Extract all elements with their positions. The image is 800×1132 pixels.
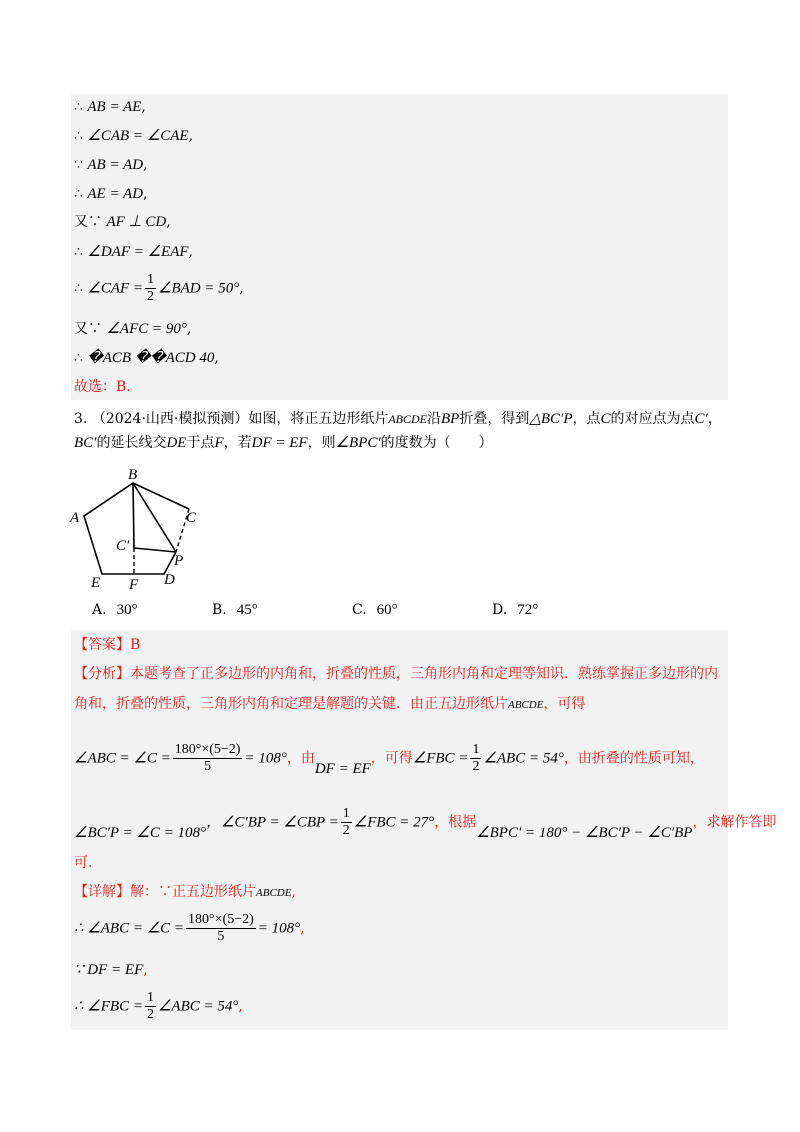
label-f: F <box>129 577 139 593</box>
fraction: $\frac{180^\circ\times(5-2)}{5}$ <box>174 742 241 774</box>
analysis-line-5: 可． <box>74 855 102 871</box>
fraction: $\frac{1}{2}$ <box>146 990 154 1022</box>
step-line: ∴ ∠CAF = $\frac{1}{2}$ ∠BAD = 50°, <box>74 272 244 304</box>
label-c-prime: C′ <box>116 538 130 554</box>
step-line: ∴ ∠DAF = ∠EAF, <box>74 244 193 260</box>
step-line: 又∵ AF ⊥ CD, <box>74 214 171 230</box>
step-line: ∴ AB = AE, <box>74 99 146 115</box>
analysis-line-1: 【分析】本题考查了正多边形的内角和，折叠的性质，三角形内角和定理等知识．熟练掌握正多边形的内 <box>74 666 718 682</box>
step-line: ∵ AB = AD, <box>74 157 148 173</box>
label-c: C <box>186 510 197 526</box>
question-text: 3. （2024·山西·模拟预测）如图，将正五边形纸片ABCDE沿BP折叠，得到△BC′P，点C的对应点为点C′，BC′的延长线交DE于点F，若DF = EF，则∠BPC′的度数为（ ） <box>74 411 722 451</box>
fraction: $\frac{180^\circ\times(5-2)}{5}$ <box>188 912 254 944</box>
fraction: $\frac{1}{2}$ <box>472 742 480 774</box>
detail-intro: 【详解】解：∵正五边形纸片ABCDE, <box>74 884 296 900</box>
fraction: $\frac{1}{2}$ <box>342 806 350 838</box>
option-d[interactable]: D. 72° <box>492 602 539 618</box>
step-line: ∴ ∠CAB = ∠CAE, <box>74 128 194 144</box>
choice-result: 故选：B. <box>74 379 131 395</box>
option-a[interactable]: A. 30° <box>92 602 138 618</box>
label-a: A <box>70 510 80 526</box>
segment-c-prime-p <box>134 548 176 552</box>
detail-line-4: ∴ ∠FBC = $\frac{1}{2}$ ∠ABC = 54°, <box>74 990 243 1022</box>
pentagon-figure <box>66 466 216 594</box>
option-b[interactable]: B. 45° <box>212 602 258 618</box>
segment-bc-prime <box>133 483 134 548</box>
step-line: ∴ AE = AD, <box>74 186 148 202</box>
analysis-line-2: 角和，折叠的性质，三角形内角和定理是解题的关键．由正五边形纸片ABCDE，可得 <box>74 696 586 712</box>
step-line: ∴ �ACB ��ACD 40, <box>74 350 219 366</box>
fraction: $\frac{1}{2}$ <box>147 272 155 304</box>
answer-line: 【答案】B <box>74 637 141 653</box>
label-b: B <box>128 467 138 483</box>
label-e: E <box>91 575 101 591</box>
label-p: P <box>174 553 184 569</box>
detail-line-2: ∴ ∠ABC = ∠C = $\frac{180^\circ\times(5-2)}{5}$ = 108°, <box>74 912 305 944</box>
label-d: D <box>164 572 175 588</box>
detail-line-3: ∵ DF = EF, <box>74 962 148 978</box>
step-line: 又∵ ∠AFC = 90°, <box>74 321 192 337</box>
option-c[interactable]: C. 60° <box>352 602 398 618</box>
analysis-line-4: ∠BC′P = ∠C = 108°，∠C′BP = ∠CBP = $\frac{1}{2}$ ∠FBC = 27°，根据∠BPC′ = 180° − ∠BC′P − ∠C′BP，求解作答即 <box>74 806 777 841</box>
analysis-line-3: ∠ABC = ∠C = $\frac{180^\circ\times(5-2)}{5}$ = 108°，由DF = EF，可得∠FBC = $\frac{1}{2}$ ∠ABC = 54°，由折叠的性质可知， <box>74 742 704 777</box>
